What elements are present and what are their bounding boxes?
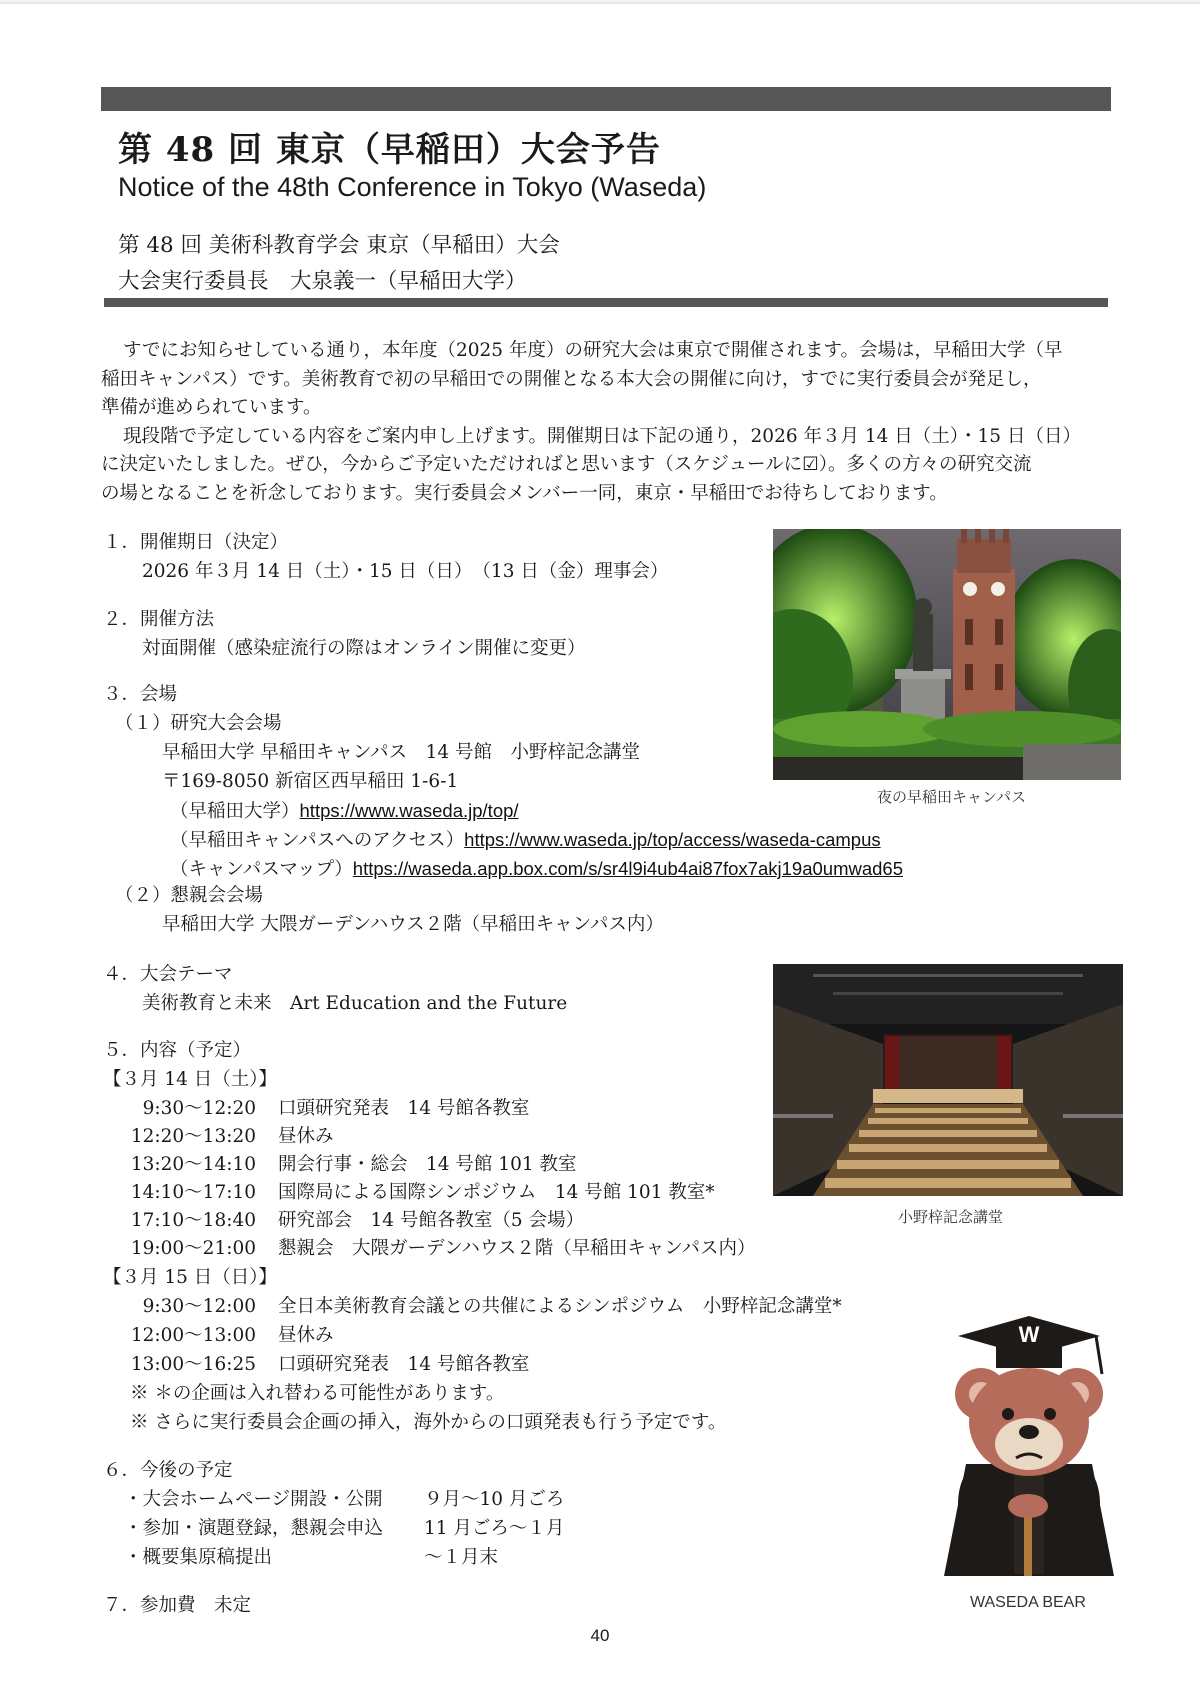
schedule-time: 12:00～13:00 [130, 1325, 256, 1346]
schedule-time: 12:20～13:20 [130, 1126, 256, 1147]
schedule-time: 14:10～17:10 [130, 1182, 256, 1203]
plan-item: ・参加・演題登録，懇親会申込 [124, 1518, 384, 1539]
schedule-note: ※ ＊の企画は入れ替わる可能性があります。 [130, 1383, 505, 1404]
section-3-1-heading: （１）研究大会会場 [115, 713, 282, 734]
campus-night-illustration [773, 529, 1121, 780]
section-3-2-heading: （２）懇親会会場 [115, 885, 264, 906]
link-label: （キャンパスマップ） [170, 859, 353, 880]
top-border [0, 2, 1200, 4]
schedule-time: 17:10～18:40 [130, 1210, 256, 1231]
schedule-event: 昼休み [278, 1325, 334, 1346]
page-number: 40 [590, 1626, 610, 1645]
schedule-row [128, 1323, 334, 1349]
schedule-event: 口頭研究発表 14 号館各教室 [278, 1354, 530, 1375]
schedule-event: 口頭研究発表 14 号館各教室 [278, 1098, 530, 1119]
intro-line: 稲田キャンパス）です。美術教育で初の早稲田での開催となる本大会の開催に向け，すでに実行委員会が発足し， [101, 368, 1042, 390]
schedule-time: 13:20～14:10 [130, 1154, 256, 1175]
schedule-time: 9:30～12:20 [142, 1098, 256, 1119]
section-2-heading: ２．開催方法 [103, 609, 215, 630]
subtitle-chair: 大会実行委員長 大泉義一（早稲田大学） [118, 269, 527, 294]
header-bar-top [101, 87, 1111, 111]
document-page [0, 2, 1200, 1695]
schedule-row [128, 1152, 577, 1178]
plan-item: ・大会ホームページ開設・公開 [124, 1489, 383, 1510]
section-4-heading: ４．大会テーマ [103, 964, 233, 985]
section-1-date: 2026 年３月 14 日（土）・15 日（日） （13 日（金）理事会） [142, 561, 669, 582]
link-label: （早稲田大学） [170, 801, 300, 822]
campus-photo-caption: 夜の早稲田キャンパス [877, 789, 1026, 806]
intro-text [101, 337, 1113, 508]
link-campus-access[interactable]: https://www.waseda.jp/top/access/waseda-campus [464, 829, 881, 850]
link-waseda-top[interactable]: https://www.waseda.jp/top/ [299, 800, 519, 821]
link-label: （早稲田キャンパスへのアクセス） [170, 830, 465, 851]
schedule-time: 9:30～12:00 [142, 1296, 256, 1317]
subtitle-conference: 第 48 回 美術科教育学会 東京（早稲田）大会 [118, 233, 560, 258]
schedule-event: 昼休み [278, 1126, 334, 1147]
section-3-heading: ３．会場 [103, 684, 178, 705]
intro-line: 現段階で予定している内容をご案内申し上げます。開催期日は下記の通り，2026 年３月 14 日（土）・15 日（日） [123, 425, 1081, 447]
waseda-bear-mascot [936, 1314, 1122, 1584]
schedule-note: ※ さらに実行委員会企画の挿入，海外からの口頭発表も行う予定です。 [130, 1412, 727, 1433]
schedule-row [128, 1294, 842, 1320]
schedule-time: 19:00～21:00 [130, 1238, 256, 1259]
plan-row [124, 1487, 564, 1513]
intro-line: すでにお知らせしている通り，本年度（2025 年度）の研究大会は東京で開催されます。会場は，早稲田大学（早 [123, 340, 1063, 361]
auditorium-photo-caption: 小野梓記念講堂 [898, 1209, 1004, 1226]
link-row-access [170, 827, 881, 854]
campus-night-photo [773, 529, 1121, 780]
link-row-university [170, 798, 519, 825]
link-campus-map[interactable]: https://waseda.app.box.com/s/sr4l9i4ub4ai87fox7akj19a0umwad65 [352, 858, 903, 879]
auditorium-photo [773, 964, 1123, 1196]
schedule-row [128, 1180, 715, 1206]
conference-theme: 美術教育と未来 Art Education and the Future [142, 993, 568, 1014]
title-japanese: 第 48 回 東京（早稲田）大会予告 [118, 130, 661, 170]
bear-caption: WASEDA BEAR [970, 1594, 1086, 1611]
header-bar-bottom [104, 298, 1108, 307]
schedule-row [128, 1124, 334, 1150]
schedule-event: 研究部会 14 号館各教室（5 会場） [278, 1210, 585, 1231]
venue-place: 早稲田大学 早稲田キャンパス 14 号館 小野梓記念講堂 [162, 742, 641, 763]
schedule-event: 懇親会 大隈ガーデンハウス２階（早稲田キャンパス内） [278, 1238, 756, 1259]
schedule-event: 全日本美術教育会議との共催によるシンポジウム 小野梓記念講堂* [278, 1296, 842, 1317]
link-row-map [170, 856, 903, 883]
day-1-heading: 【３月 14 日（土）】 [103, 1069, 278, 1090]
venue-address: 〒169-8050 新宿区西早稲田 1-6-1 [162, 771, 459, 792]
plan-date: 11 月ごろ～１月 [424, 1518, 565, 1539]
section-6-heading: ６．今後の予定 [103, 1460, 233, 1481]
schedule-event: 開会行事・総会 14 号館 101 教室 [278, 1154, 577, 1175]
section-2-body: 対面開催（感染症流行の際はオンライン開催に変更） [142, 638, 586, 659]
schedule-row [128, 1352, 529, 1378]
day-2-heading: 【３月 15 日（日）】 [103, 1267, 278, 1288]
section-7-heading: ７．参加費 未定 [103, 1595, 252, 1616]
plan-date: ９月～10 月ごろ [424, 1489, 565, 1510]
bear-hat-letter: W [1018, 1322, 1040, 1347]
section-1-heading: １．開催期日（決定） [103, 532, 289, 553]
schedule-time: 13:00～16:25 [130, 1354, 256, 1375]
intro-line: の場となることを祈念しております。実行委員会メンバー一同，東京・早稲田でお待ちしております。 [101, 482, 948, 504]
plan-row [124, 1516, 564, 1542]
section-5-heading: ５．内容（予定） [103, 1040, 252, 1061]
plan-item: ・概要集原稿提出 [124, 1547, 273, 1568]
plan-row [124, 1545, 498, 1571]
schedule-row [128, 1096, 529, 1122]
intro-line: に決定いたしました。ぜひ，今からご予定いただければと思います（スケジュールに☑）。多くの方々の研究交流 [101, 454, 1032, 475]
reception-venue: 早稲田大学 大隈ガーデンハウス２階（早稲田キャンパス内） [162, 914, 664, 935]
auditorium-illustration [773, 964, 1123, 1196]
plan-date: ～１月末 [424, 1547, 499, 1568]
title-english: Notice of the 48th Conference in Tokyo (Waseda) [118, 172, 707, 202]
schedule-row [128, 1208, 584, 1234]
bear-illustration [936, 1314, 1122, 1584]
schedule-event: 国際局による国際シンポジウム 14 号館 101 教室* [278, 1182, 715, 1203]
schedule-row [128, 1236, 756, 1262]
intro-line: 準備が進められています。 [101, 397, 322, 418]
